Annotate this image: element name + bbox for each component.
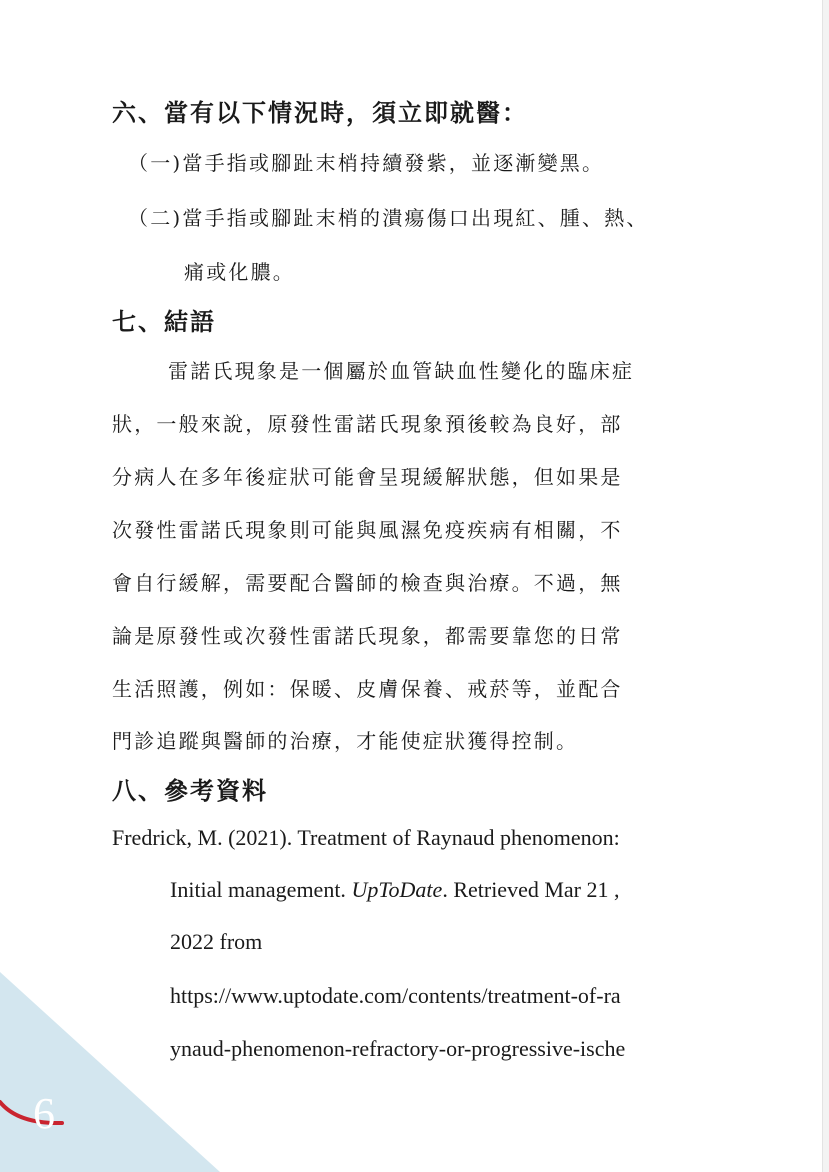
reference-text: Initial management. xyxy=(170,877,352,902)
section-8-heading: 八、參考資料 xyxy=(112,776,268,805)
section-6-item-2-line-1: （二)當手指或腳趾末梢的潰瘍傷口出現紅、腫、熱、 xyxy=(128,206,649,230)
reference-url-line: https://www.uptodate.com/contents/treatment-of-ra xyxy=(170,983,621,1008)
corner-triangle xyxy=(0,972,220,1172)
conclusion-line: 生活照護，例如：保暖、皮膚保養、戒菸等，並配合 xyxy=(112,677,623,701)
section-6-item-1: （一)當手指或腳趾末梢持續發紫，並逐漸變黑。 xyxy=(128,151,605,175)
conclusion-line: 雷諾氏現象是一個屬於血管缺血性變化的臨床症 xyxy=(168,359,635,383)
conclusion-line: 次發性雷諾氏現象則可能與風濕免疫疾病有相關，不 xyxy=(112,518,623,542)
conclusion-line: 狀，一般來說，原發性雷諾氏現象預後較為良好，部 xyxy=(112,412,623,436)
corner-decoration xyxy=(0,972,220,1172)
reference-line: 2022 from xyxy=(170,929,263,954)
reference-source-title: UpToDate xyxy=(351,877,443,902)
conclusion-line: 會自行緩解，需要配合醫師的檢查與治療。不過，無 xyxy=(112,571,623,595)
reference-url-line: ynaud-phenomenon-refractory-or-progressive-ische xyxy=(170,1036,626,1061)
section-6-heading: 六、當有以下情況時，須立即就醫： xyxy=(112,98,528,127)
reference-line: Fredrick, M. (2021). Treatment of Raynaud phenomenon: xyxy=(112,825,620,850)
page-number: 6 xyxy=(33,1089,55,1138)
reference-line xyxy=(170,877,619,903)
conclusion-line: 分病人在多年後症狀可能會呈現緩解狀態，但如果是 xyxy=(112,465,623,489)
reference-text: . Retrieved Mar 21 , xyxy=(442,877,620,902)
page-edge xyxy=(822,0,829,1172)
section-7-heading: 七、結語 xyxy=(112,307,216,336)
section-6-item-2-line-2: 痛或化膿。 xyxy=(184,260,295,284)
conclusion-line: 論是原發性或次發性雷諾氏現象，都需要靠您的日常 xyxy=(112,624,623,648)
conclusion-line: 門診追蹤與醫師的治療，才能使症狀獲得控制。 xyxy=(112,729,579,753)
